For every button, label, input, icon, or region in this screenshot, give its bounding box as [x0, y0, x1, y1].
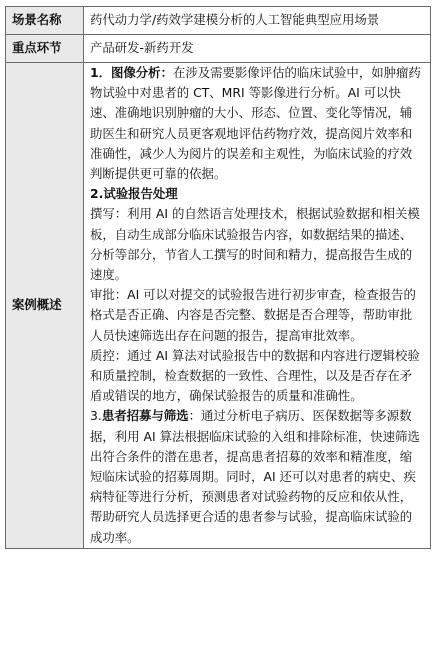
report-item-qc: 质控：通过 AI 算法对试验报告中的数据和内容进行逻辑校验和质量控制，检查数据的一致性、合理性，以及是否存在矛盾或错误的地方，确保试验报告的质量和准确性。: [90, 347, 420, 404]
section-heading: 1．图像分析：: [90, 65, 173, 80]
row-label-key-stage: 重点环节: [6, 35, 84, 63]
table-row: [6, 35, 431, 63]
section-report-heading: 2.试验报告处理: [90, 186, 178, 202]
row-label-overview: 案例概述: [6, 63, 84, 549]
section-image-analysis: [90, 63, 424, 184]
section-patient-recruitment: [90, 406, 424, 547]
report-item-approval: 审批：AI 可以对提交的试验报告进行初步审查，检查报告的格式是否正确、内容是否完整、数据是否合理等，帮助审批人员快速筛选出存在问题的报告，提高审批效率。: [90, 287, 416, 343]
row-value-key-stage: 产品研发-新药开发: [84, 35, 431, 63]
row-value-scene-name: 药代动力学/药效学建模分析的人工智能典型应用场景: [84, 7, 431, 35]
section-number: 3.: [90, 408, 102, 424]
overview-content: [84, 63, 431, 549]
section-heading: 患者招募与筛选: [101, 408, 189, 424]
table-row: [6, 7, 431, 35]
section-body: ：通过分析电子病历、医保数据等多源数据，利用 AI 算法根据临床试验的入组和排除标准，快速筛选出符合条件的潜在患者，提高患者招募的效率和精准度，缩短临床试验的招募周期。同时，AI 还可以对患者的病史、疾病特征等进行分析，预测患者对试验药物的反应和依从性，帮助研究人员选择更合适的患者参与试验，提高临床试验的成功率。: [90, 408, 420, 545]
report-item-writing: 撰写：利用 AI 的自然语言处理技术，根据试验数据和相关模板，自动生成部分临床试验报告内容，如数据结果的描述、分析等部分，节省人工撰写的时间和精力，提高报告生成的速度。: [90, 206, 420, 283]
row-label-scene-name: 场景名称: [6, 7, 84, 35]
table-row: [6, 63, 431, 549]
section-body: 在涉及需要影像评估的临床试验中，如肿瘤药物试验中对患者的 CT、MRI 等影像进行分析。AI 可以快速、准确地识别肿瘤的大小、形态、位置、变化等情况，辅助医生和研究人员更客观地评估药物疗效，提高阅片效率和准确性，减少人为阅片的误差和主观性，为临床试验的疗效判断提供更可靠的依据。: [90, 65, 421, 182]
case-table: [5, 6, 431, 549]
